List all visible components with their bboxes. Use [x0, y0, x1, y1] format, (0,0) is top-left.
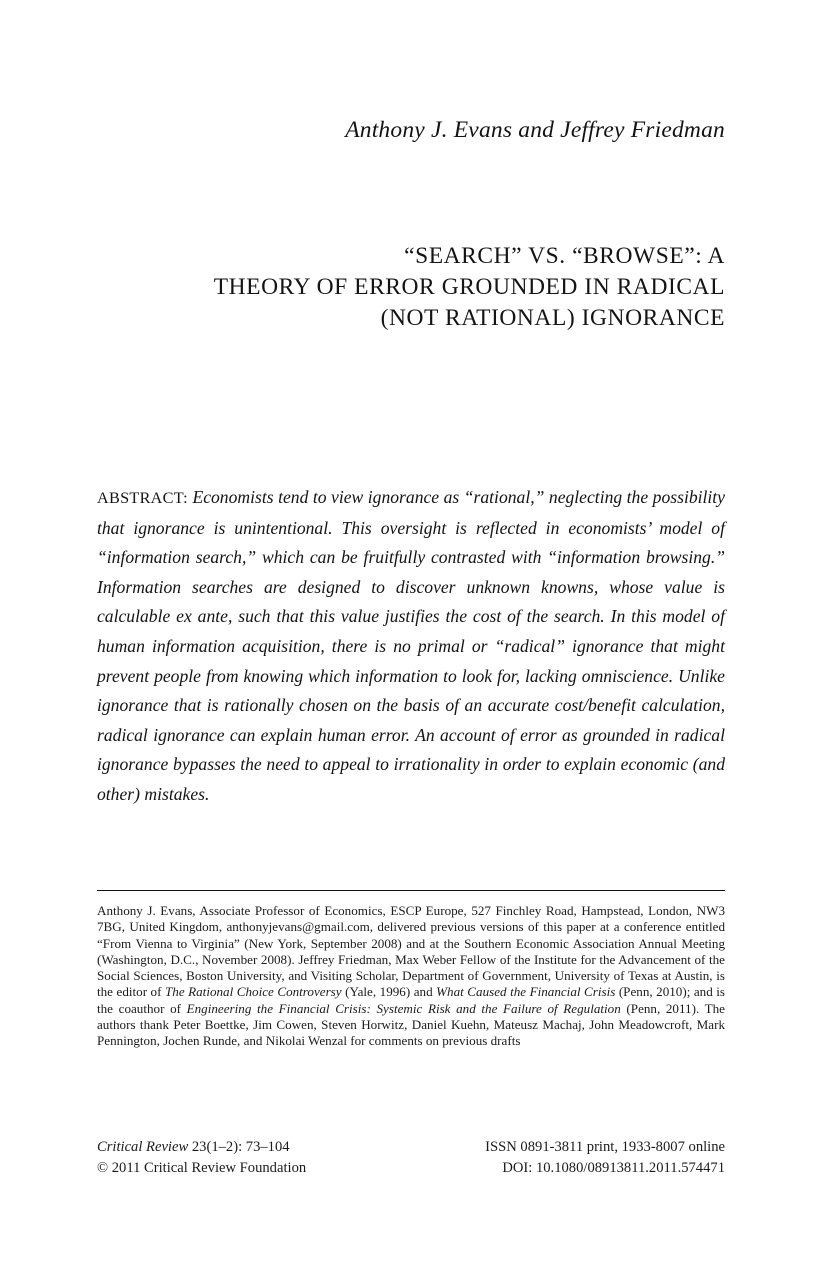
journal-footer	[97, 1137, 725, 1179]
copyright-line: © 2011 Critical Review Foundation	[97, 1160, 307, 1176]
footnote-divider	[97, 890, 725, 891]
journal-footer-row-2	[97, 1158, 725, 1179]
doi-line: DOI: 10.1080/08913811.2011.574471	[502, 1160, 725, 1176]
page-content-column	[97, 0, 725, 1269]
journal-footer-row-1	[97, 1137, 725, 1158]
title-line-2: THEORY OF ERROR GROUNDED IN RADICAL	[213, 274, 725, 300]
journal-citation	[97, 1137, 290, 1158]
footnote-part-1: Anthony J. Evans, Associate Professor of Economics, ESCP Europe, 527 Finchley Road, Hampstead, London, NW3 7BG, United Kingdom, anthonyjevans@gmail.com, delivered previous versions of this paper at a conference entitled “From Vienna to Virginia” (New York, September 2008) and at the Southern Economic Association Annual Meeting (Washington, D.C., November 2008). Jeffrey Friedman, Max Weber Fellow of the Institute for the Advancement of the Social Sciences, Boston University, and Visiting Scholar, Department of Government, University of Texas at Austin, is the editor of	[97, 903, 725, 1000]
page-title	[97, 241, 725, 334]
footnote-book-title-3: Engineering the Financial Crisis: Systemic Risk and the Failure of Regulation	[186, 1000, 621, 1016]
footnote-part-4: (Penn, 2011). The authors thank Peter Boettke, Jim Cowen, Steven Horwitz, Daniel Kuehn, Mateusz Machaj, John Meadowcroft, Mark Pennington, Jochen Runde, and Nikolai Wenzal for comments on previous drafts	[97, 1000, 725, 1049]
abstract-body: Economists tend to view ignorance as “rational,” neglecting the possibility that ignorance is unintentional. This oversight is reflected in economists’ model of “information search,” which can be fruitfully contrasted with “information browsing.” Information searches are designed to discover unknown knowns, whose value is calculable ex ante, such that this value justifies the cost of the search. In this model of human information acquisition, there is no primal or “radical” ignorance that might prevent people from knowing which information to look for, lacking omniscience. Unlike ignorance that is rationally chosen on the basis of an accurate cost/benefit calculation, radical ignorance can explain human error. An account of error as grounded in radical ignorance bypasses the need to appeal to irrationality in order to explain economic (and other) mistakes.	[97, 487, 725, 804]
footnote-book-title-1: The Rational Choice Controversy	[164, 984, 342, 1000]
abstract-section	[97, 483, 725, 810]
title-line-3: (NOT RATIONAL) IGNORANCE	[380, 305, 725, 331]
footnote-book-title-2: What Caused the Financial Crisis	[436, 984, 616, 1000]
abstract-label: ABSTRACT:	[97, 489, 188, 507]
author-line: Anthony J. Evans and Jeffrey Friedman	[345, 117, 725, 143]
journal-issue: 23(1–2): 73–104	[191, 1139, 290, 1155]
journal-name: Critical Review	[97, 1139, 189, 1155]
footnote-part-2: (Yale, 1996) and	[341, 984, 437, 1000]
footnote-part-3: (Penn, 2010); and is the coauthor of	[97, 984, 726, 1016]
author-footnote	[97, 903, 725, 1050]
issn-line: ISSN 0891-3811 print, 1933-8007 online	[485, 1139, 725, 1155]
title-line-1: “SEARCH” VS. “BROWSE”: A	[404, 243, 725, 269]
